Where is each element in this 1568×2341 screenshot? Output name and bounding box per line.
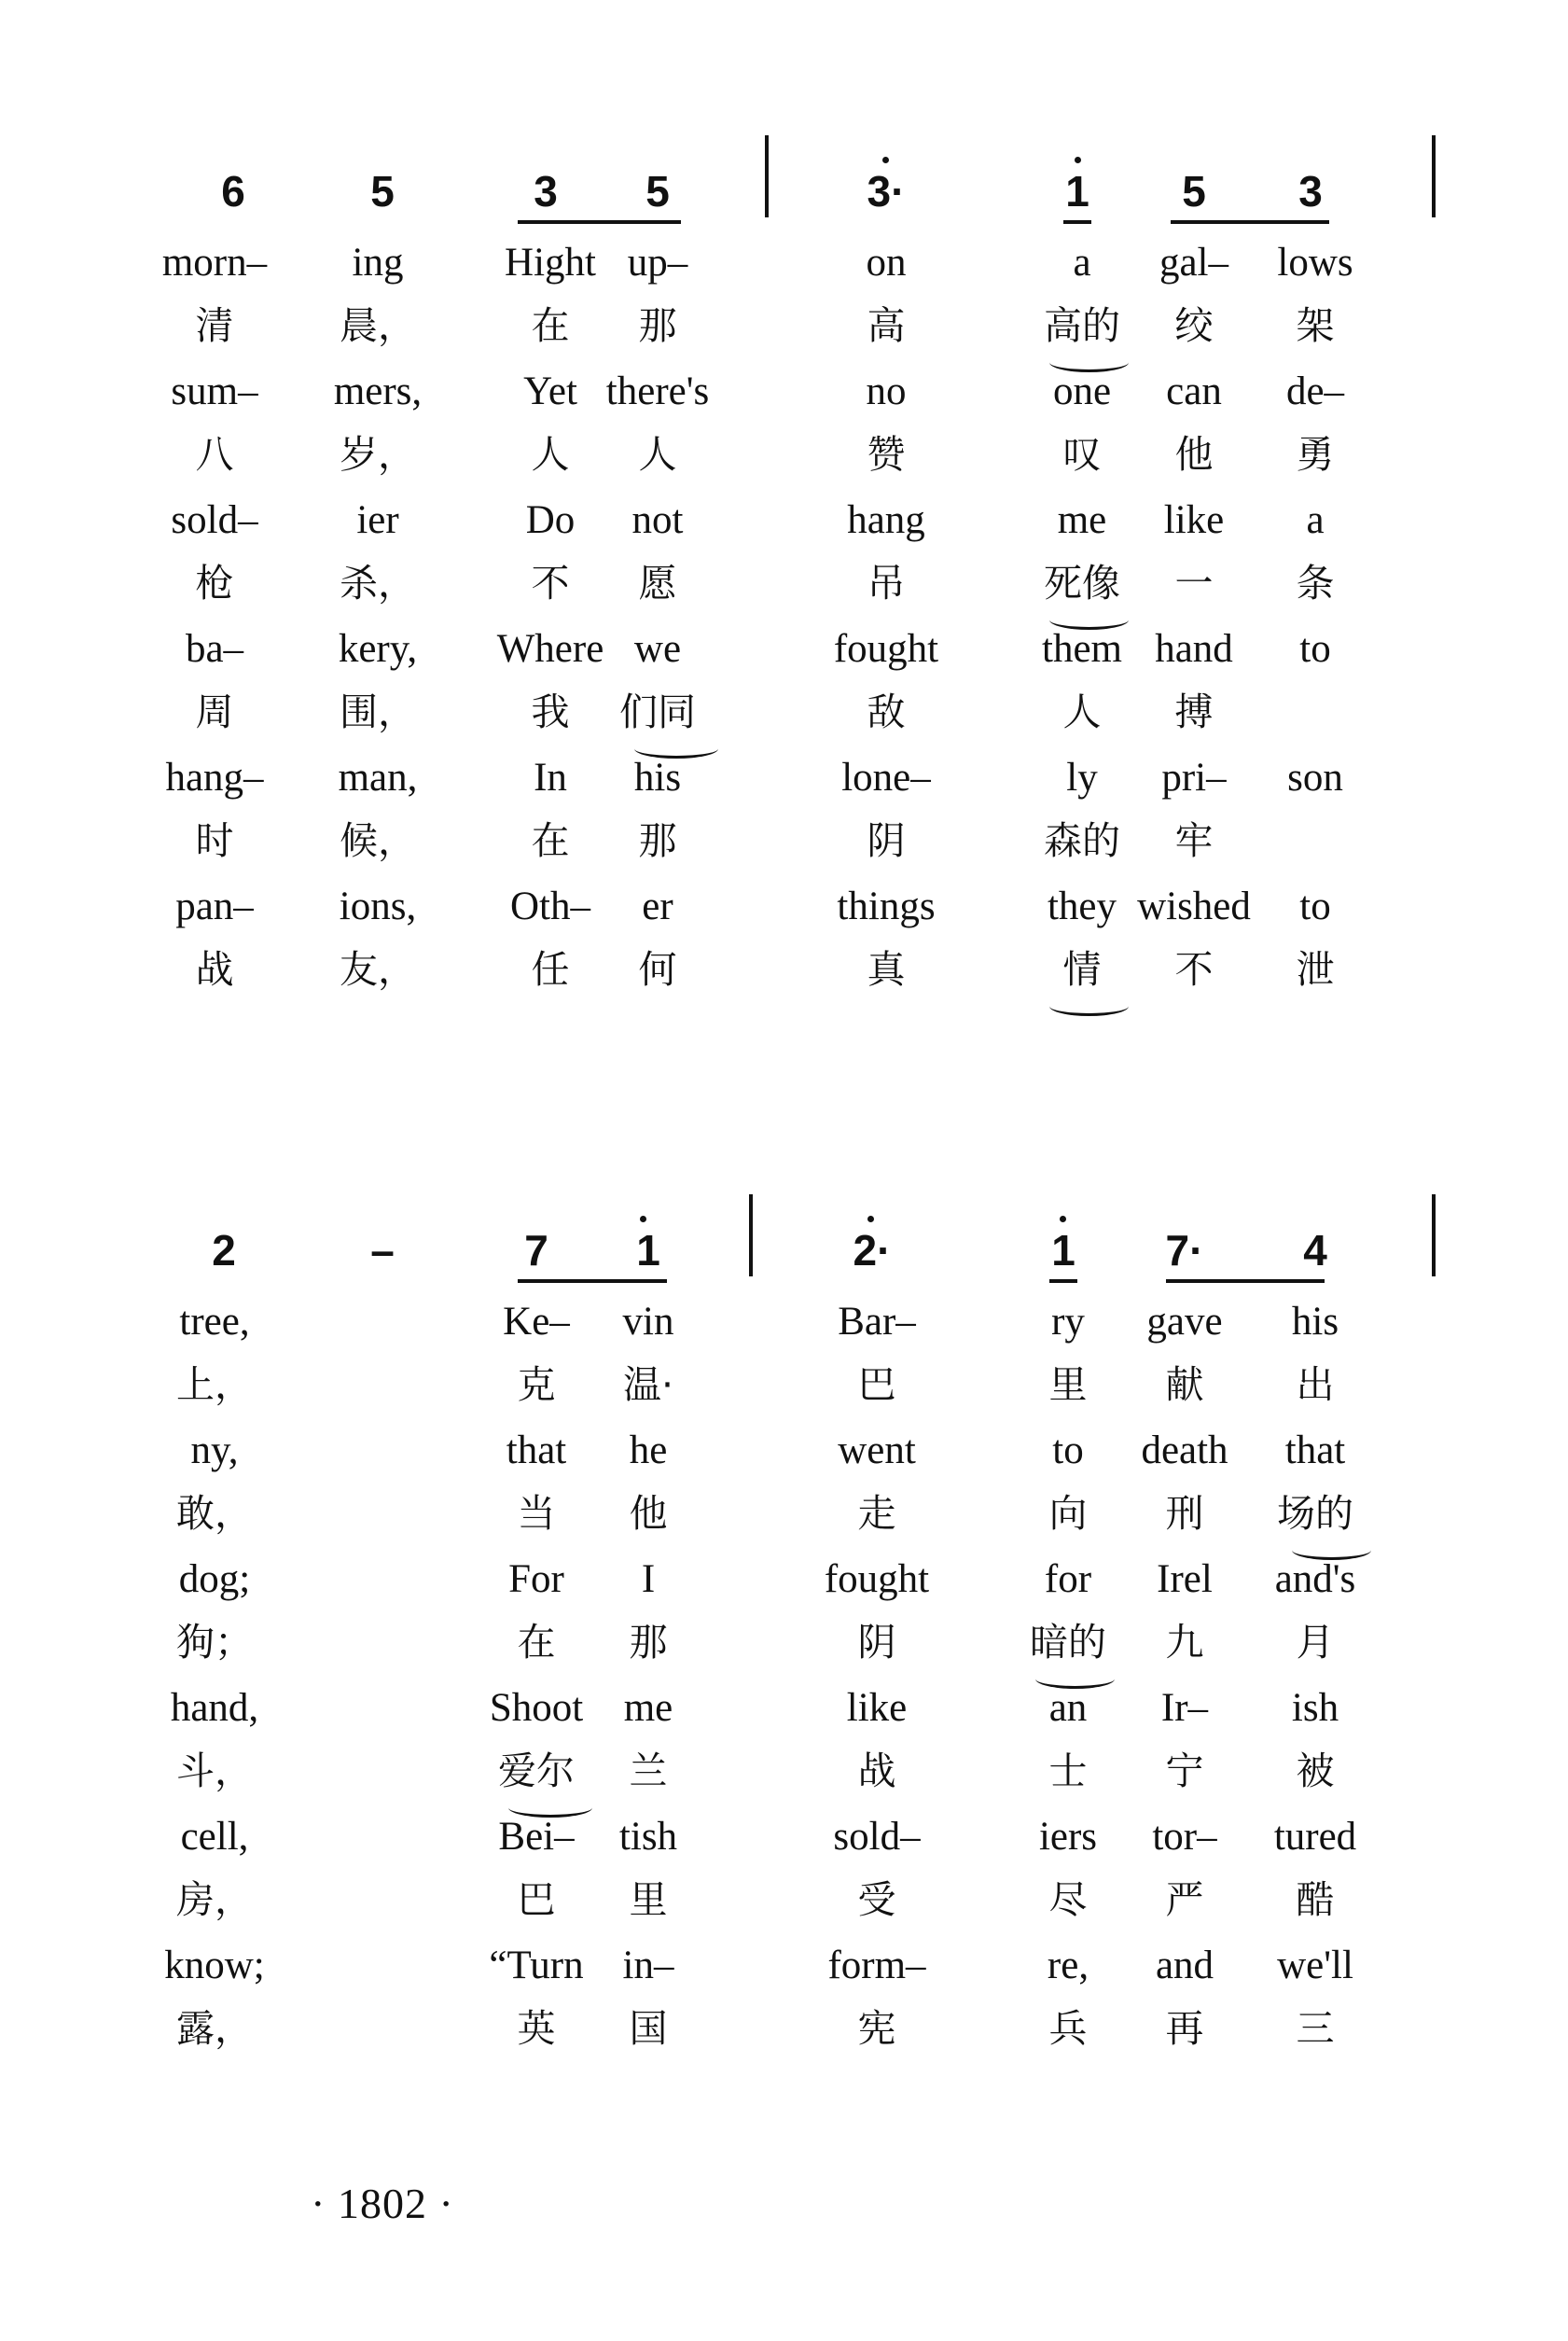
lyric-syllable: fought <box>833 627 939 671</box>
lyric-syllable: can <box>1166 369 1222 413</box>
lyric-syllable: 那 <box>638 303 677 348</box>
lyric-syllable: 英 <box>517 2006 556 2051</box>
lyric-syllable: 死像 <box>1044 561 1120 606</box>
page-number: · 1802 · <box>311 2180 454 2227</box>
chinese-lyric-line <box>0 561 1568 630</box>
lyric-syllable: 时 <box>195 818 234 863</box>
lyric-syllable: wished <box>1137 885 1251 928</box>
lyric-syllable: 在 <box>517 1620 556 1665</box>
english-lyric-line <box>0 1817 1568 1882</box>
lyric-syllable: I <box>641 1557 656 1601</box>
lyric-syllable: tree, <box>179 1300 250 1344</box>
lyric-syllable: morn– <box>161 241 268 285</box>
lyric-syllable: ish <box>1291 1686 1339 1730</box>
chinese-lyric-line <box>0 947 1568 1016</box>
lyric-syllable: not <box>631 498 684 542</box>
lyric-syllable: son <box>1287 756 1343 800</box>
lyric-syllable: 何 <box>638 947 677 992</box>
lyric-syllable: know; <box>164 1944 265 1987</box>
lyric-syllable: things <box>837 885 936 928</box>
english-lyric-line <box>0 886 1568 952</box>
lyric-syllable: tured <box>1273 1815 1357 1859</box>
lyric-syllable: and's <box>1274 1557 1356 1601</box>
high-octave-dot <box>640 1216 646 1222</box>
lyric-syllable: 敌 <box>867 690 906 734</box>
lyric-syllable: 献 <box>1165 1362 1204 1407</box>
lyric-syllable: on <box>866 241 907 285</box>
lyric-syllable: hand, <box>170 1686 259 1730</box>
lyric-syllable: cell, <box>180 1815 249 1859</box>
english-lyric-line <box>0 1945 1568 2011</box>
english-lyric-line <box>0 629 1568 694</box>
lyric-syllable: a <box>1306 498 1325 542</box>
lyric-syllable: to <box>1299 627 1331 671</box>
lyric-syllable: to <box>1299 885 1331 928</box>
bar-line <box>1432 135 1436 217</box>
lyric-syllable: 牢 <box>1174 818 1214 863</box>
lyric-syllable: 被 <box>1296 1749 1335 1793</box>
lyric-syllable: 刑 <box>1165 1491 1204 1536</box>
lyric-syllable: 那 <box>638 818 677 863</box>
lyric-syllable: 战 <box>195 947 234 992</box>
chinese-lyric-line <box>0 1362 1568 1431</box>
lyric-syllable: 不 <box>531 561 570 606</box>
lyric-syllable: 枪 <box>195 561 234 606</box>
lyric-syllable: 人 <box>638 432 677 477</box>
bar-line <box>749 1194 753 1276</box>
bar-line <box>765 135 769 217</box>
chinese-lyric-line <box>0 818 1568 887</box>
lyric-syllable: kery, <box>338 627 418 671</box>
lyric-syllable: to <box>1052 1428 1084 1472</box>
lyric-syllable: 里 <box>629 1877 668 1922</box>
lyric-syllable: 不 <box>1174 947 1214 992</box>
lyric-syllable: 八 <box>195 432 234 477</box>
english-lyric-line <box>0 1430 1568 1496</box>
lyric-syllable: sold– <box>171 498 258 542</box>
lyric-syllable: 条 <box>1296 561 1335 606</box>
bar-line <box>1432 1194 1436 1276</box>
note: 7· <box>1165 1226 1204 1275</box>
lyric-syllable: 吊 <box>867 561 906 606</box>
lyric-syllable: 阴 <box>867 818 906 863</box>
english-lyric-line <box>0 243 1568 308</box>
english-lyric-line <box>0 1688 1568 1753</box>
lyric-syllable: Where <box>496 627 604 671</box>
lyric-syllable: tor– <box>1152 1815 1217 1859</box>
slur-mark <box>508 1798 592 1818</box>
lyric-syllable: 在 <box>531 303 570 348</box>
lyric-syllable: Shoot <box>489 1686 584 1730</box>
lyric-syllable: 斗， <box>176 1749 253 1793</box>
lyric-syllable: in– <box>622 1944 674 1987</box>
lyric-syllable: for <box>1044 1557 1092 1601</box>
note: 5 <box>1182 167 1206 216</box>
notation-row-2 <box>0 1190 1568 1283</box>
lyric-syllable: 爱尔 <box>498 1749 575 1793</box>
english-lyric-line <box>0 1559 1568 1624</box>
chinese-lyric-line <box>0 1749 1568 1818</box>
lyric-syllable: Oth– <box>510 885 590 928</box>
lyric-syllable: they <box>1047 885 1117 928</box>
lyric-syllable: hang– <box>165 756 264 800</box>
lyric-syllable: 兰 <box>629 1749 668 1793</box>
underline-beam <box>1049 1279 1077 1283</box>
english-lyric-line <box>0 371 1568 437</box>
lyric-syllable: 巴 <box>857 1362 896 1407</box>
lyric-syllable: Bar– <box>838 1300 916 1344</box>
lyric-syllable: 情 <box>1062 947 1102 992</box>
lyric-syllable: ly <box>1066 756 1098 800</box>
lyric-syllable: 任 <box>531 947 570 992</box>
lyric-syllable: his <box>1291 1300 1339 1344</box>
lyric-syllable: 高的 <box>1044 303 1120 348</box>
note: 3 <box>1298 167 1323 216</box>
lyric-syllable: Hight <box>505 241 596 285</box>
lyric-syllable: 绞 <box>1174 303 1214 348</box>
lyric-syllable: there's <box>605 369 710 413</box>
lyric-syllable: 人 <box>531 432 570 477</box>
note: 6 <box>221 167 245 216</box>
lyric-syllable: 围， <box>340 690 416 734</box>
slur-mark <box>1292 1540 1371 1560</box>
lyric-syllable: 巴 <box>517 1877 556 1922</box>
lyric-syllable: form– <box>827 1944 926 1987</box>
english-lyric-line <box>0 1302 1568 1367</box>
underline-beam <box>1063 220 1091 224</box>
lyric-syllable: 受 <box>857 1877 896 1922</box>
lyric-syllable: Yet <box>523 369 577 413</box>
lyric-syllable: re, <box>1047 1944 1089 1987</box>
lyric-syllable: 士 <box>1048 1749 1088 1793</box>
underline-beam <box>518 220 681 224</box>
lyric-syllable: 他 <box>629 1491 668 1536</box>
lyric-syllable: de– <box>1285 369 1345 413</box>
lyric-syllable: 月 <box>1296 1620 1335 1665</box>
lyric-syllable: he <box>629 1428 668 1472</box>
lyric-syllable: 高 <box>867 303 906 348</box>
lyric-syllable: “Turn <box>489 1944 584 1987</box>
lyric-syllable: up– <box>627 241 688 285</box>
lyric-syllable: death <box>1141 1428 1228 1472</box>
lyric-syllable: pan– <box>175 885 254 928</box>
lyric-syllable: ny, <box>190 1428 239 1472</box>
lyric-syllable: lone– <box>841 756 931 800</box>
high-octave-dot <box>1075 157 1081 163</box>
high-octave-dot <box>867 1216 874 1222</box>
lyric-syllable: ry <box>1051 1300 1085 1344</box>
note: 5 <box>370 167 395 216</box>
lyric-syllable: 上， <box>176 1362 253 1407</box>
lyric-syllable: that <box>506 1428 567 1472</box>
lyric-syllable: lows <box>1277 241 1353 285</box>
lyric-syllable: went <box>838 1428 916 1472</box>
lyric-syllable: 友， <box>340 947 416 992</box>
lyric-syllable: 阴 <box>857 1620 896 1665</box>
underline-beam <box>1171 220 1329 224</box>
note: 4 <box>1303 1226 1327 1275</box>
chinese-lyric-line <box>0 432 1568 501</box>
lyric-syllable: 那 <box>629 1620 668 1665</box>
lyric-syllable: 岁， <box>340 432 416 477</box>
lyric-syllable: Ir– <box>1160 1686 1209 1730</box>
note: 2 <box>212 1226 236 1275</box>
lyric-syllable: 愿 <box>638 561 677 606</box>
lyric-syllable: 他 <box>1174 432 1214 477</box>
lyric-syllable: ing <box>352 241 404 285</box>
slur-mark <box>1035 1669 1115 1689</box>
lyric-syllable: For <box>508 1557 564 1601</box>
lyric-syllable: 严 <box>1165 1877 1204 1922</box>
lyric-syllable: 赞 <box>867 432 906 477</box>
lyric-syllable: sold– <box>833 1815 921 1859</box>
lyric-syllable: 们同 <box>619 690 696 734</box>
lyric-syllable: Ke– <box>503 1300 570 1344</box>
slur-mark <box>1049 353 1129 372</box>
lyric-syllable: 宁 <box>1165 1749 1204 1793</box>
lyric-syllable: ba– <box>185 627 244 671</box>
english-lyric-line <box>0 758 1568 823</box>
lyric-syllable: fought <box>824 1557 930 1601</box>
lyric-syllable: 架 <box>1296 303 1335 348</box>
note: 1 <box>1065 167 1089 216</box>
chinese-lyric-line <box>0 303 1568 372</box>
lyric-syllable: that <box>1284 1428 1346 1472</box>
note: 3 <box>534 167 558 216</box>
lyric-syllable: 场的 <box>1277 1491 1353 1536</box>
lyric-syllable: dog; <box>178 1557 251 1601</box>
lyric-syllable: hand <box>1155 627 1233 671</box>
lyric-syllable: 泄 <box>1296 947 1335 992</box>
note: 5 <box>645 167 670 216</box>
lyric-syllable: 战 <box>857 1749 896 1793</box>
lyric-syllable: 森的 <box>1044 818 1120 863</box>
lyric-syllable: 兵 <box>1048 2006 1088 2051</box>
lyric-syllable: 露， <box>176 2006 253 2051</box>
lyric-syllable: 尽 <box>1048 1877 1088 1922</box>
slur-mark <box>1049 610 1129 630</box>
lyric-syllable: 暗的 <box>1030 1620 1106 1665</box>
lyric-syllable: 再 <box>1165 2006 1204 2051</box>
lyric-syllable: 当 <box>517 1491 556 1536</box>
lyric-syllable: 克 <box>517 1362 556 1407</box>
lyric-syllable: and <box>1155 1944 1214 1987</box>
lyric-syllable: mers, <box>333 369 423 413</box>
lyric-syllable: 我 <box>531 690 570 734</box>
note: 7 <box>524 1226 548 1275</box>
lyric-syllable: Bei– <box>498 1815 575 1859</box>
lyric-syllable: 清 <box>195 303 234 348</box>
lyric-syllable: his <box>633 756 682 800</box>
lyric-syllable: 向 <box>1048 1491 1088 1536</box>
lyric-syllable: 温· <box>622 1362 674 1407</box>
notation-row-1 <box>0 131 1568 224</box>
lyric-syllable: we'll <box>1277 1944 1353 1987</box>
lyric-syllable: 一 <box>1174 561 1214 606</box>
lyric-syllable: we <box>633 627 682 671</box>
lyric-syllable: 搏 <box>1174 690 1214 734</box>
lyric-syllable: me <box>1057 498 1107 542</box>
lyric-syllable: 出 <box>1296 1362 1335 1407</box>
lyric-syllable: ier <box>356 498 399 542</box>
lyric-syllable: 宪 <box>857 2006 896 2051</box>
lyric-syllable: one <box>1052 369 1112 413</box>
lyric-syllable: 狗； <box>176 1620 253 1665</box>
lyric-syllable: sum– <box>171 369 258 413</box>
lyric-syllable: tish <box>618 1815 678 1859</box>
lyric-syllable: 房， <box>176 1877 253 1922</box>
lyric-syllable: 杀， <box>340 561 416 606</box>
lyric-syllable: like <box>846 1686 908 1730</box>
lyric-syllable: pri– <box>1161 756 1227 800</box>
lyric-syllable: 里 <box>1048 1362 1088 1407</box>
note: 1 <box>1051 1226 1075 1275</box>
lyric-syllable: 三 <box>1296 2006 1335 2051</box>
high-octave-dot <box>1060 1216 1066 1222</box>
lyric-syllable: 候， <box>340 818 416 863</box>
high-octave-dot <box>882 157 889 163</box>
lyric-syllable: an <box>1048 1686 1088 1730</box>
note: – <box>370 1226 395 1275</box>
lyric-syllable: 酷 <box>1296 1877 1335 1922</box>
lyric-syllable: 叹 <box>1062 432 1102 477</box>
chinese-lyric-line <box>0 1620 1568 1689</box>
underline-beam <box>1166 1279 1325 1283</box>
lyric-syllable: man, <box>338 756 418 800</box>
chinese-lyric-line <box>0 1877 1568 1946</box>
lyric-syllable: 国 <box>629 2006 668 2051</box>
chinese-lyric-line <box>0 2006 1568 2075</box>
lyric-syllable: gal– <box>1159 241 1229 285</box>
lyric-syllable: them <box>1042 627 1122 671</box>
lyric-syllable: 真 <box>867 947 906 992</box>
lyric-syllable: Do <box>525 498 576 542</box>
chinese-lyric-line <box>0 690 1568 759</box>
slur-mark <box>634 739 718 759</box>
lyric-syllable: 在 <box>531 818 570 863</box>
lyric-syllable: hang <box>847 498 925 542</box>
lyric-syllable: Irel <box>1157 1557 1213 1601</box>
note: 1 <box>636 1226 660 1275</box>
slur-mark <box>1049 996 1129 1016</box>
lyric-syllable: like <box>1163 498 1225 542</box>
note: 2· <box>853 1226 892 1275</box>
lyric-syllable: 人 <box>1062 690 1102 734</box>
lyric-syllable: me <box>623 1686 673 1730</box>
lyric-syllable: vin <box>622 1300 674 1344</box>
lyric-syllable: no <box>866 369 907 413</box>
lyric-syllable: 敢， <box>176 1491 253 1536</box>
underline-beam <box>518 1279 667 1283</box>
lyric-syllable: 晨， <box>340 303 416 348</box>
lyric-syllable: 周 <box>195 690 234 734</box>
lyric-syllable: In <box>534 756 567 800</box>
lyric-syllable: gave <box>1146 1300 1223 1344</box>
lyric-syllable: 九 <box>1165 1620 1204 1665</box>
lyric-syllable: iers <box>1038 1815 1098 1859</box>
lyric-syllable: 勇 <box>1296 432 1335 477</box>
lyric-syllable: 走 <box>857 1491 896 1536</box>
lyric-syllable: er <box>642 885 673 928</box>
lyric-syllable: ions, <box>339 885 417 928</box>
lyric-syllable: a <box>1073 241 1091 285</box>
english-lyric-line <box>0 500 1568 565</box>
note: 3· <box>867 167 906 216</box>
